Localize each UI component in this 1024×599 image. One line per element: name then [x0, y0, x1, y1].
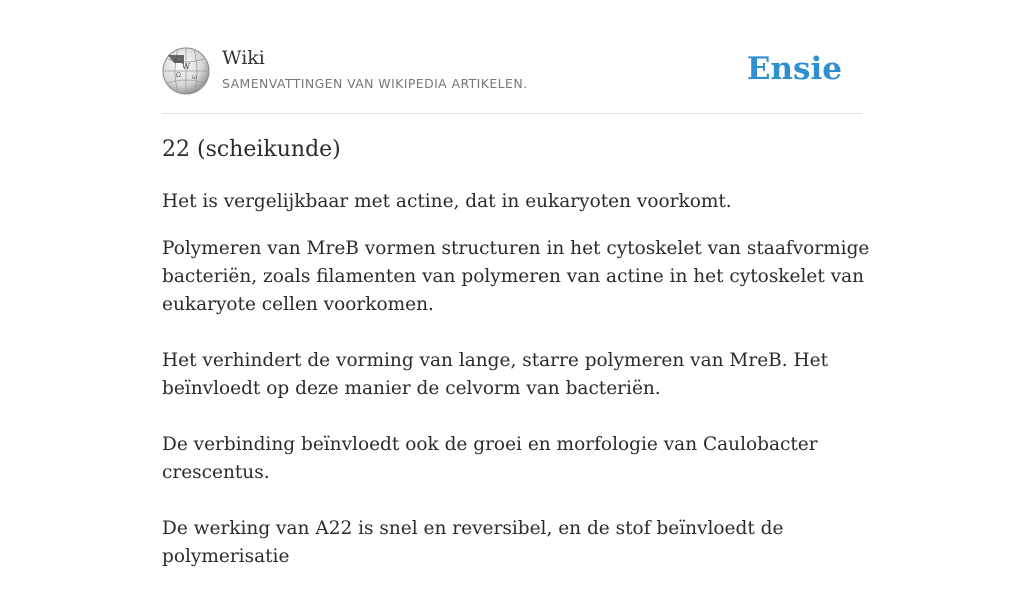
- site-name[interactable]: Wiki: [222, 47, 265, 69]
- svg-text:W: W: [181, 62, 191, 71]
- brand-logo-link[interactable]: Ensie: [746, 51, 842, 87]
- article-paragraph: Het verhindert de vorming van lange, starre polymeren van MreB. Het beïnvloedt op deze manier de celvorm van bacteriën.: [162, 350, 829, 399]
- article-title: 22 (scheikunde): [162, 137, 341, 162]
- article-paragraph: Het is vergelijkbaar met actine, dat in eukaryoten voorkomt.: [162, 191, 732, 212]
- article-paragraph: De verbinding beïnvloedt ook de groei en morfologie van Caulobacter crescentus.: [162, 434, 818, 483]
- article-paragraph: Polymeren van MreB vormen structuren in het cytoskelet van staafvormige bacteriën, zoals filamenten van polymeren van actine in het cytoskelet van eukaryote cellen voorkomen.: [162, 238, 870, 315]
- site-header: [162, 45, 862, 114]
- wikipedia-globe-icon[interactable]: [162, 47, 210, 95]
- svg-text:Ω: Ω: [176, 72, 181, 79]
- article-paragraph: De werking van A22 is snel en reversibel, en de stof beïnvloedt de polymerisatie: [162, 518, 784, 567]
- site-tagline: SAMENVATTINGEN VAN WIKIPEDIA ARTIKELEN.: [222, 76, 528, 91]
- article-body: [162, 188, 872, 599]
- svg-text:ω: ω: [192, 74, 197, 81]
